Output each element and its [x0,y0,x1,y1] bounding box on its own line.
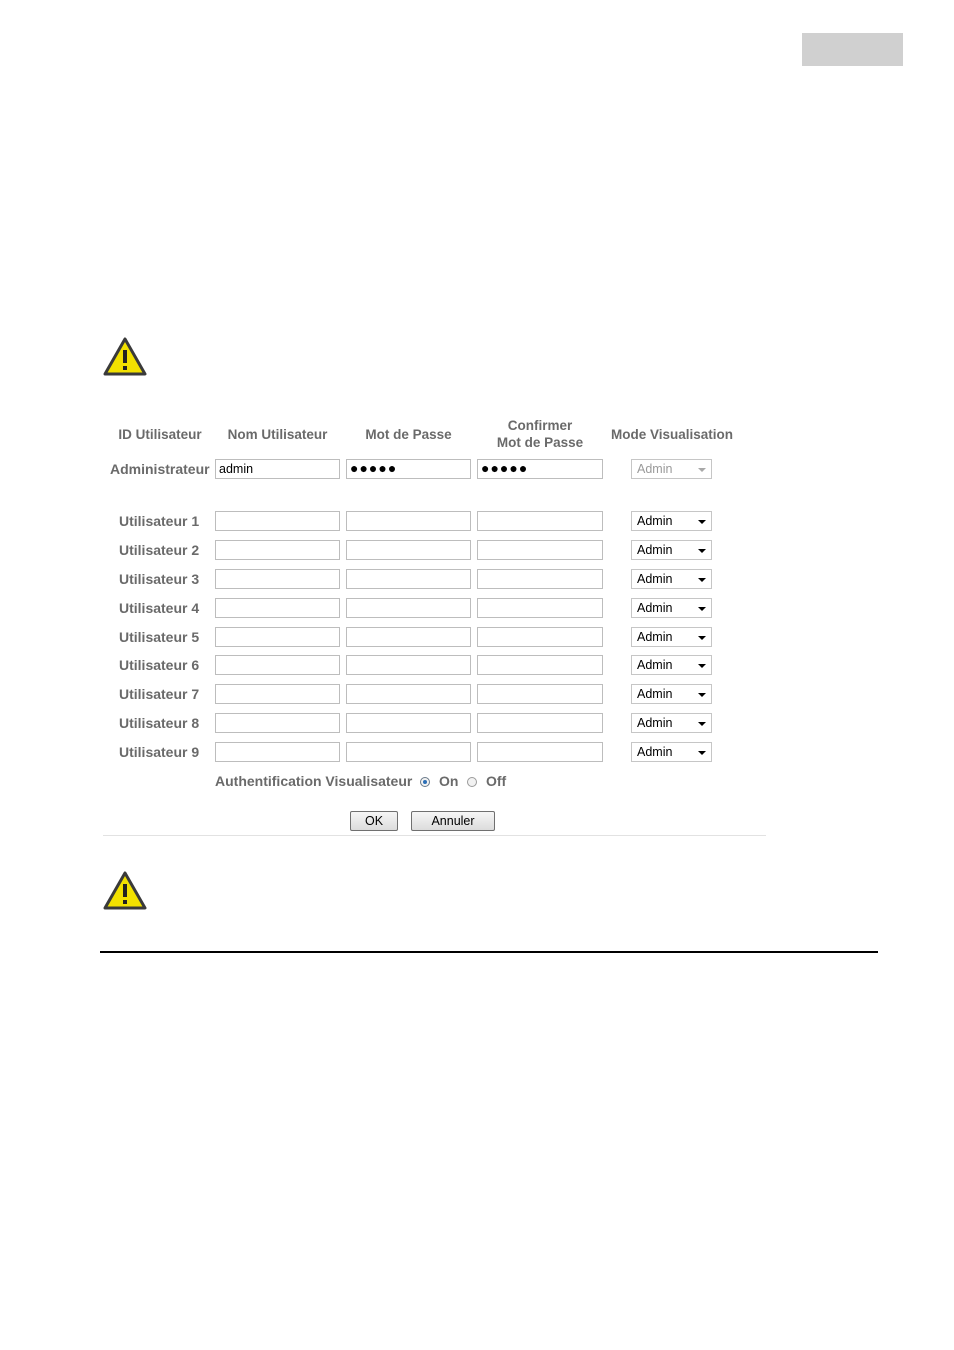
user-password-field[interactable] [346,511,471,531]
user-confirm-field[interactable] [477,713,603,733]
auth-on-radio[interactable] [420,777,430,787]
user-name-field[interactable] [215,742,340,762]
user-mode-select[interactable] [631,713,712,733]
user-name-field[interactable] [215,627,340,647]
user-label: Utilisateur 5 [119,629,200,645]
user-password-field[interactable] [346,569,471,589]
user-mode-select[interactable] [631,655,712,675]
admin-name-field[interactable]: admin [215,459,340,479]
admin-mode-value: Admin [637,462,673,476]
header-confirm-line1: Confirmer [507,418,573,433]
user-name-field[interactable] [215,569,340,589]
auth-on-label: On [439,773,459,789]
header-user-name: Nom Utilisateur [227,427,328,442]
user-mode-select[interactable] [631,684,712,704]
user-mode-value: Admin [637,514,673,528]
user-mode-value: Admin [637,716,673,730]
chevron-down-icon [698,607,706,611]
user-mode-select[interactable] [631,540,712,560]
auth-off-label: Off [486,773,507,789]
user-mode-value: Admin [637,601,673,615]
user-label: Utilisateur 2 [119,542,200,558]
user-confirm-field[interactable] [477,655,603,675]
page-tab-marker [802,33,903,66]
user-confirm-field[interactable] [477,511,603,531]
user-label: Utilisateur 3 [119,571,200,587]
user-mode-value: Admin [637,630,673,644]
user-mode-select[interactable] [631,598,712,618]
user-name-field[interactable] [215,540,340,560]
user-mode-value: Admin [637,658,673,672]
user-mode-select[interactable] [631,627,712,647]
chevron-down-icon [698,520,706,524]
user-confirm-field[interactable] [477,598,603,618]
user-confirm-field[interactable] [477,684,603,704]
chevron-down-icon [698,549,706,553]
user-mode-value: Admin [637,687,673,701]
ok-button[interactable]: OK [350,811,398,831]
admin-mode-select [631,459,712,479]
user-mode-select[interactable] [631,742,712,762]
chevron-down-icon [698,722,706,726]
user-mode-value: Admin [637,745,673,759]
user-name-field[interactable] [215,511,340,531]
auth-off-radio[interactable] [467,777,477,787]
chevron-down-icon [698,578,706,582]
header-password: Mot de Passe [365,427,452,442]
user-password-field[interactable] [346,684,471,704]
chevron-down-icon [698,751,706,755]
user-mode-value: Admin [637,543,673,557]
user-password-field[interactable] [346,742,471,762]
user-password-field[interactable] [346,627,471,647]
admin-password-field[interactable]: ●●●●● [346,459,471,479]
user-password-field[interactable] [346,540,471,560]
user-label: Utilisateur 9 [119,744,200,760]
header-view-mode: Mode Visualisation [610,427,734,442]
chevron-down-icon [698,468,706,472]
user-name-field[interactable] [215,684,340,704]
header-confirm-line2: Mot de Passe [496,435,584,450]
user-mode-select[interactable] [631,511,712,531]
user-password-field[interactable] [346,655,471,675]
user-name-field[interactable] [215,655,340,675]
admin-confirm-field[interactable]: ●●●●● [477,459,603,479]
user-confirm-field[interactable] [477,627,603,647]
user-name-field[interactable] [215,713,340,733]
header-confirm-password [477,417,603,451]
chevron-down-icon [698,693,706,697]
cancel-button[interactable]: Annuler [411,811,495,831]
user-label: Utilisateur 4 [119,600,200,616]
user-confirm-field[interactable] [477,742,603,762]
header-user-id: ID Utilisateur [118,427,202,442]
chevron-down-icon [698,664,706,668]
user-password-field[interactable] [346,713,471,733]
user-confirm-field[interactable] [477,540,603,560]
form-divider [103,835,766,836]
section-rule [100,951,878,953]
user-mode-select[interactable] [631,569,712,589]
user-confirm-field[interactable] [477,569,603,589]
user-name-field[interactable] [215,598,340,618]
user-label: Utilisateur 6 [119,657,200,673]
chevron-down-icon [698,636,706,640]
warning-icon [103,337,147,377]
user-label: Utilisateur 7 [119,686,200,702]
user-label: Utilisateur 8 [119,715,200,731]
user-mode-value: Admin [637,572,673,586]
user-password-field[interactable] [346,598,471,618]
warning-icon [103,871,147,911]
admin-label: Administrateur [110,461,210,477]
auth-label: Authentification Visualisateur [215,773,413,789]
user-label: Utilisateur 1 [119,513,200,529]
